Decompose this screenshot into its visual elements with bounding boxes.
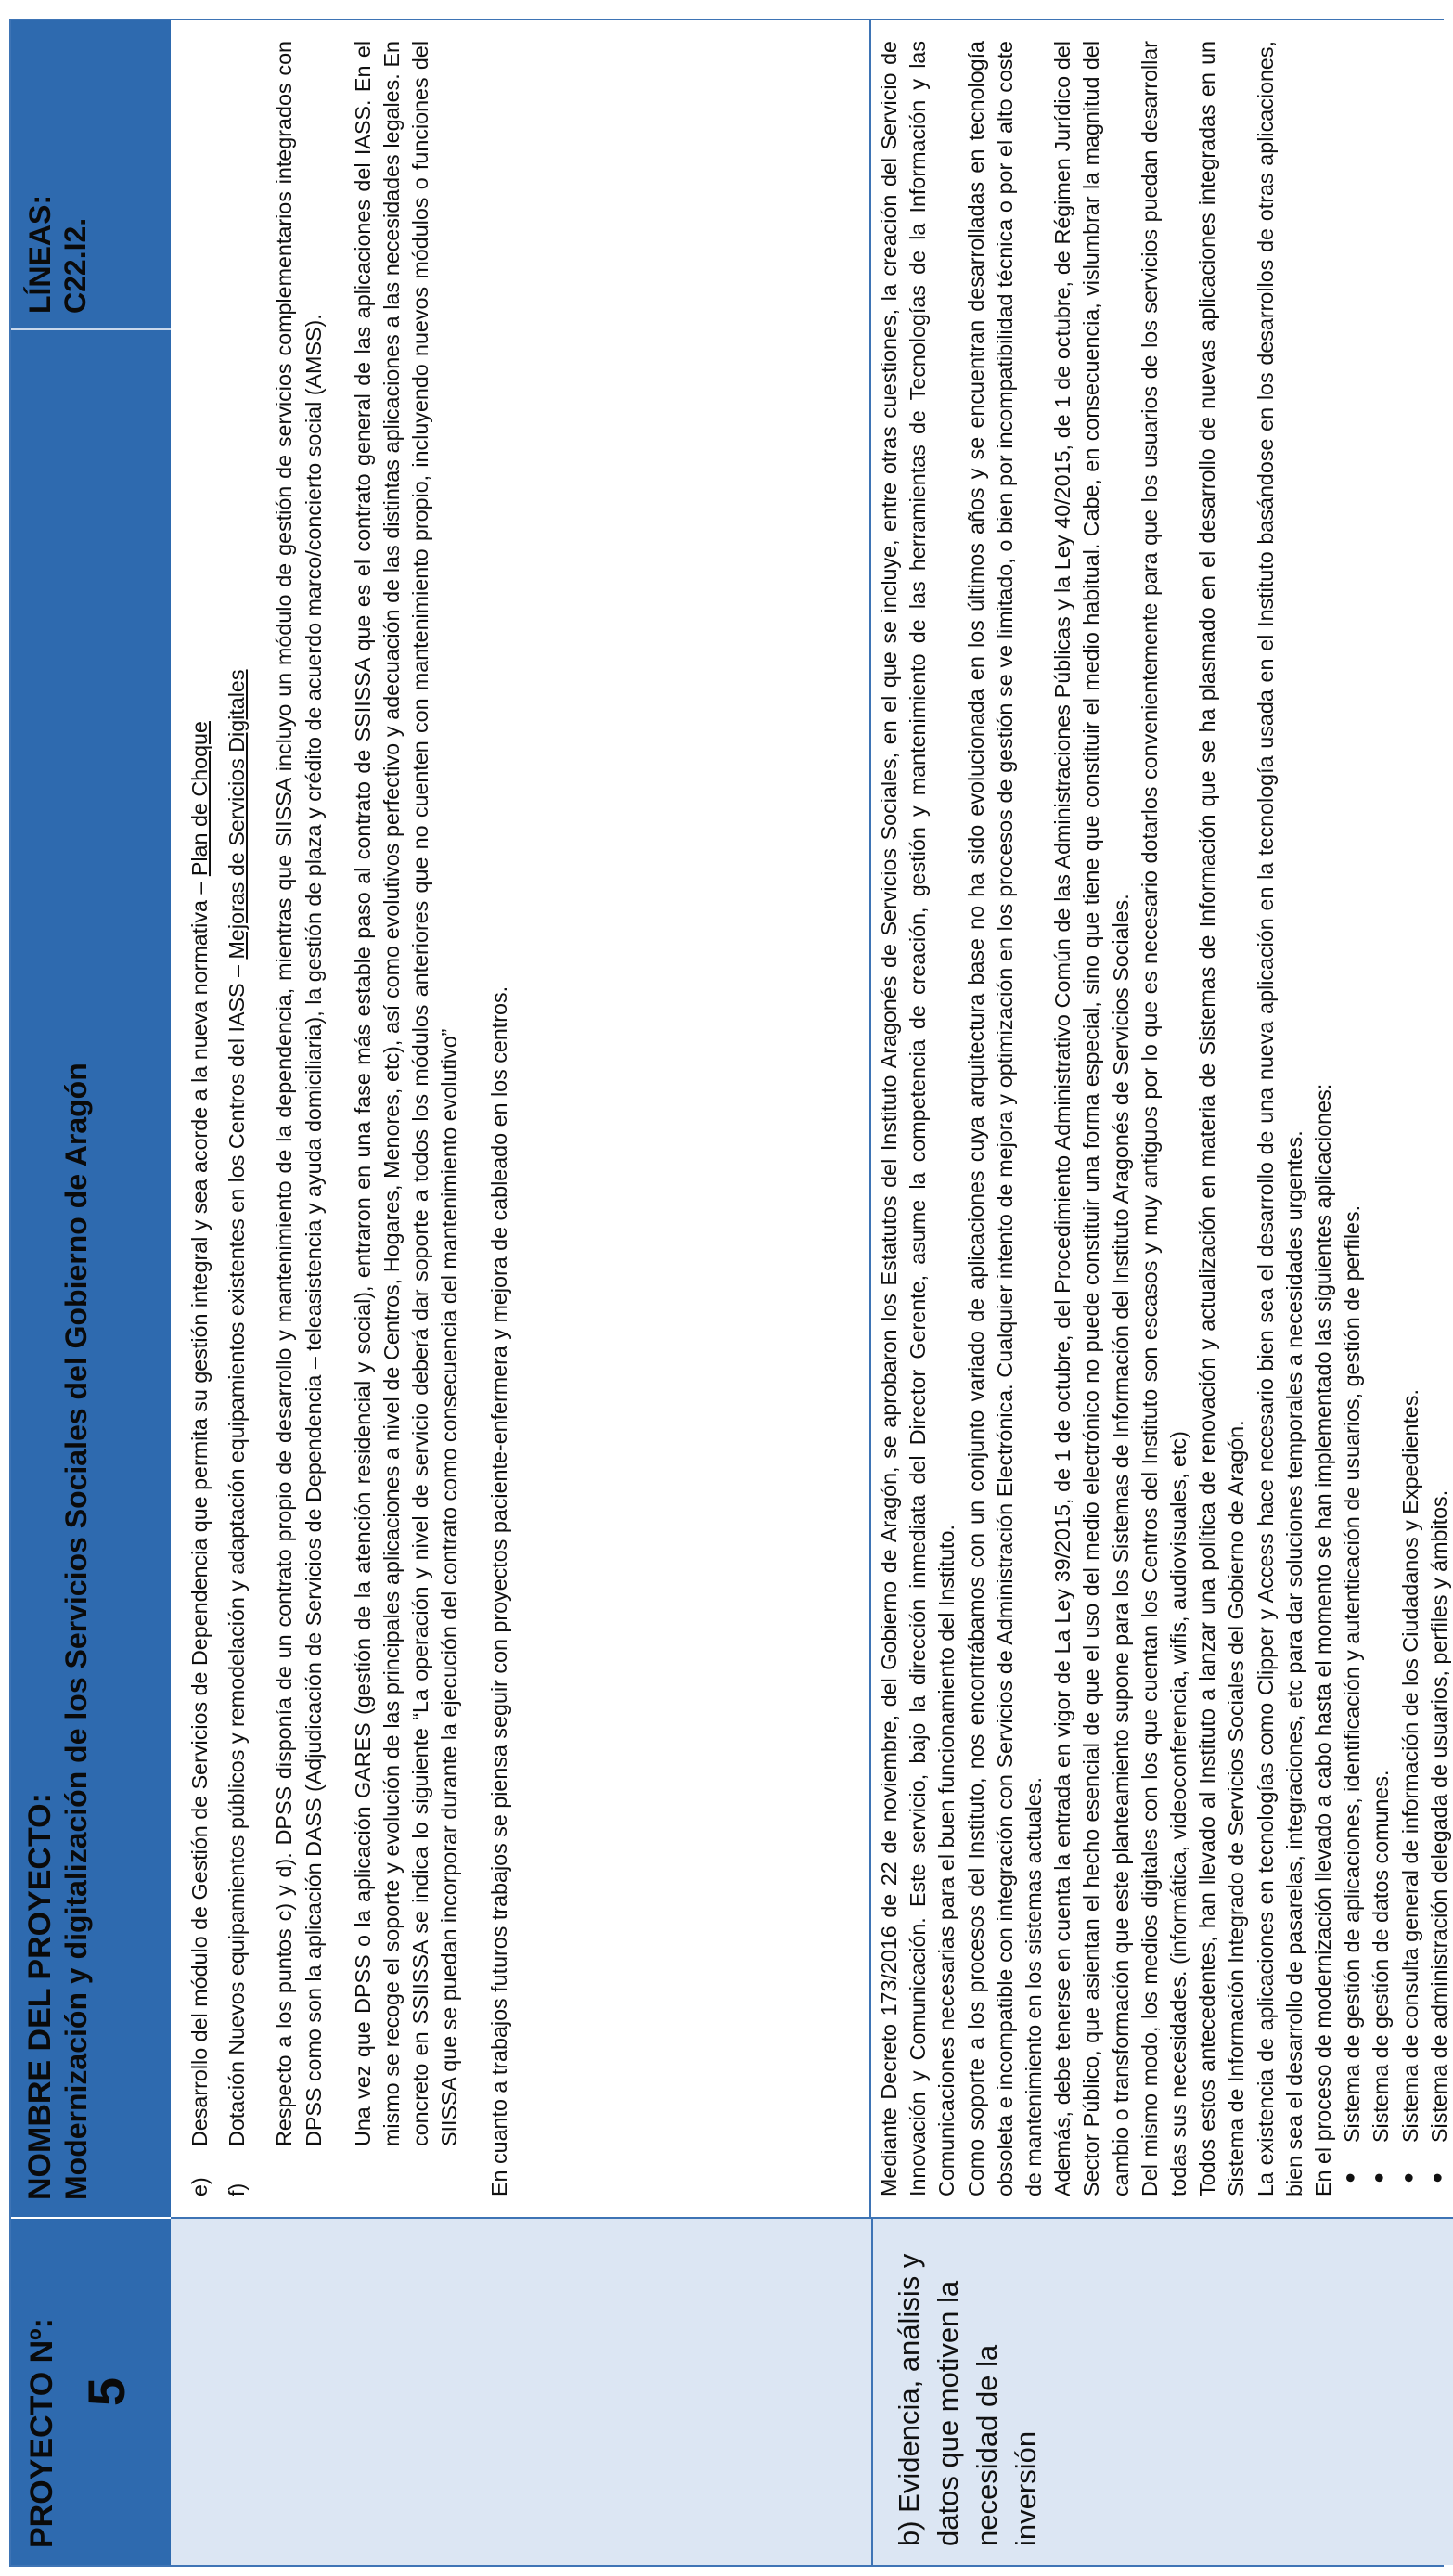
project-name-cell (11, 328, 171, 2217)
project-number-value: 5 (77, 2376, 135, 2407)
project-lines-cell (11, 20, 171, 328)
paragraph: Además, debe tenerse en cuenta la entrada en vigor de La Ley 39/2015, de 1 de octubre, del Procedimiento Administrativo Común de las Administraciones Públicas y la Ley 40/2015, de 1 de octubre, de Régimen Jurídico del Sector Público, que asientan el hecho esencial de que el uso del medio electrónico no puede constituir una forma especial, sino que tiene que constituir el medio habitual. Cabe, en consecuencia, vislumbrar la magnitud del cambio o transformación que este planteamiento supone para los Sistemas de Información del Instituto Aragonés de Servicios Sociales. (1050, 41, 1133, 2196)
paragraph: La existencia de aplicaciones en tecnologías como Clipper y Access hace necesario bien sea el desarrollo de una nueva aplicación en la tecnología usada en el Instituto basándose en los desarrollos de otras aplicaciones, bien sea el desarrollo de pasarelas, integraciones, etc para dar soluciones temporales a necesidades urgentes. (1253, 41, 1306, 2196)
project-header (11, 20, 171, 2217)
bullet-item: ● Sistema de gestión de aplicaciones, identificación y autenticación de usuarios, gestión de perfiles. (1338, 41, 1367, 2196)
list-item-f (223, 41, 251, 2196)
continued-content (171, 20, 871, 2217)
left-column (171, 2217, 1453, 2565)
content-column (171, 20, 1453, 2217)
list-text: Dotación Nuevos equipamientos públicos y remodelación y adaptación equipamientos existentes en los Centros del IASS – Mejoras de Servicios Digitales (225, 669, 250, 2146)
paragraph: Respecto a los puntos c) y d). DPSS disponía de un contrato propio de desarrollo y mantenimiento de la dependencia, mientras que SIISSA incluyo un módulo de gestión de servicios complementarios integrados con DPSS como son la aplicación DASS (Adjudicación de Servicios de Dependencia – teleasistencia y ayuda domiciliaria), la gestión de plaza y crédito de acuerdo marco/concierto social (AMSS). (272, 41, 326, 2146)
list-item-e (186, 41, 214, 2196)
section-b-label: b) Evidencia, análisis y datos que motiven la necesidad de la inversión (893, 2253, 1042, 2546)
list-text: Desarrollo del módulo de Gestión de Servicios de Dependencia que permita su gestión integral y sea acorde a la nueva normativa – Plan de Choque (187, 721, 212, 2146)
project-lines-value: C22.I2. (58, 217, 93, 314)
project-table (9, 19, 1451, 2567)
list-marker: f) (225, 2183, 250, 2196)
bullet-item: ● Sistema de administración delegada de usuarios, perfiles y ámbitos. (1425, 41, 1453, 2196)
paragraph: Una vez que DPSS o la aplicación GARES (gestión de la atención residencial y social), entraron en una fase más estable paso al contrato de SSIISSA que es el contrato general de las aplicaciones del IASS. En el mismo se recoge el soporte y evolución de las principales aplicaciones a nivel de Centros, Hogares, Menores, etc), así como evolutivos perfectivo y adecuación de las distintas aplicaciones a las necesidades legales. En concreto en SSIISSA se indica lo siguiente “La operación y nivel de servicio deberá dar soporte a todos los módulos anteriores que no cuenten con mantenimiento propio, incluyendo nuevos módulos o funciones del SIISSA que se puedan incorporar durante la ejecución del contrato como consecuencia del mantenimiento evolutivo” (350, 41, 462, 2146)
paragraph: Como soporte a los procesos del Instituto, nos encontrábamos con un conjunto variado de aplicaciones cuya arquitectura base no ha sido evolucionada en los últimos años y se encuentran desarrolladas en tecnología obsoleta e incompatible con integración con Servicios de Administración Electrónica. Cualquier intento de mejora y optimización en los procesos de gestión se ve limitado, o bien por incompatibilidad técnica o por el alto coste de mantenimiento en los sistemas actuales. (963, 41, 1047, 2196)
project-name-label: NOMBRE DEL PROYECTO: (22, 1793, 58, 2200)
paragraph: Del mismo modo, los medios digitales con los que cuentan los Centros del Instituto son escasos y muy antiguos por lo que es necesario dotarlos convenientemente para que los usuarios de los servicios puedan desarrollar todas sus necesidades. (informática, videoconferencia, wifis, audiovisuales, etc) (1137, 41, 1191, 2196)
paragraph: En el proceso de modernización llevado a cabo hasta el momento se han implementado las siguientes aplicaciones: (1311, 1083, 1336, 2196)
project-number-label: PROYECTO Nº: (24, 2318, 59, 2548)
paragraph: Todos estos antecedentes, han llevado al Instituto a lanzar una política de renovación y actualización en materia de Sistemas de Información que se ha plasmado en el desarrollo de nuevas aplicaciones integradas en un Sistema de Información Integrado de Servicios Sociales del Gobierno de Aragón. (1195, 41, 1249, 2196)
project-name-value: Modernización y digitalización de los Servicios Sociales del Gobierno de Aragón (59, 1063, 93, 2200)
list-marker: e) (187, 2177, 212, 2196)
bullet-item: ● Sistema de consulta general de información de los Ciudadanos y Expedientes. (1396, 41, 1425, 2196)
bullet-item: ● Sistema de gestión de datos comunes. (1367, 41, 1395, 2196)
project-lines-label: LÍNEAS: (23, 195, 57, 314)
paragraph: Mediante Decreto 173/2016 de 22 de noviembre, del Gobierno de Aragón, se aprobaron los Estatutos del Instituto Aragonés de Servicios Sociales, en el que se incluye, entre otras cuestiones, la creación del Servicio de Innovación y Comunicación. Este servicio, bajo la dirección inmediata del Director Gerente, asume la competencia de creación, gestión y mantenimiento de las herramientas de Tecnologías de la Información y las Comunicaciones necesarias para el buen funcionamiento del Instituto. (877, 41, 959, 2196)
paragraph: En cuanto a trabajos futuros trabajos se piensa seguir con proyectos paciente-enfermera y mejora de cableado en los centros. (486, 985, 511, 2196)
project-number-header (11, 2217, 171, 2565)
underlined-label: Mejoras de Servicios Digitales (225, 669, 250, 960)
section-b-content (871, 20, 1453, 2217)
left-empty-cell (171, 2219, 873, 2565)
bullet-list (1338, 41, 1453, 2196)
underlined-label: Plan de Choque (187, 721, 212, 877)
